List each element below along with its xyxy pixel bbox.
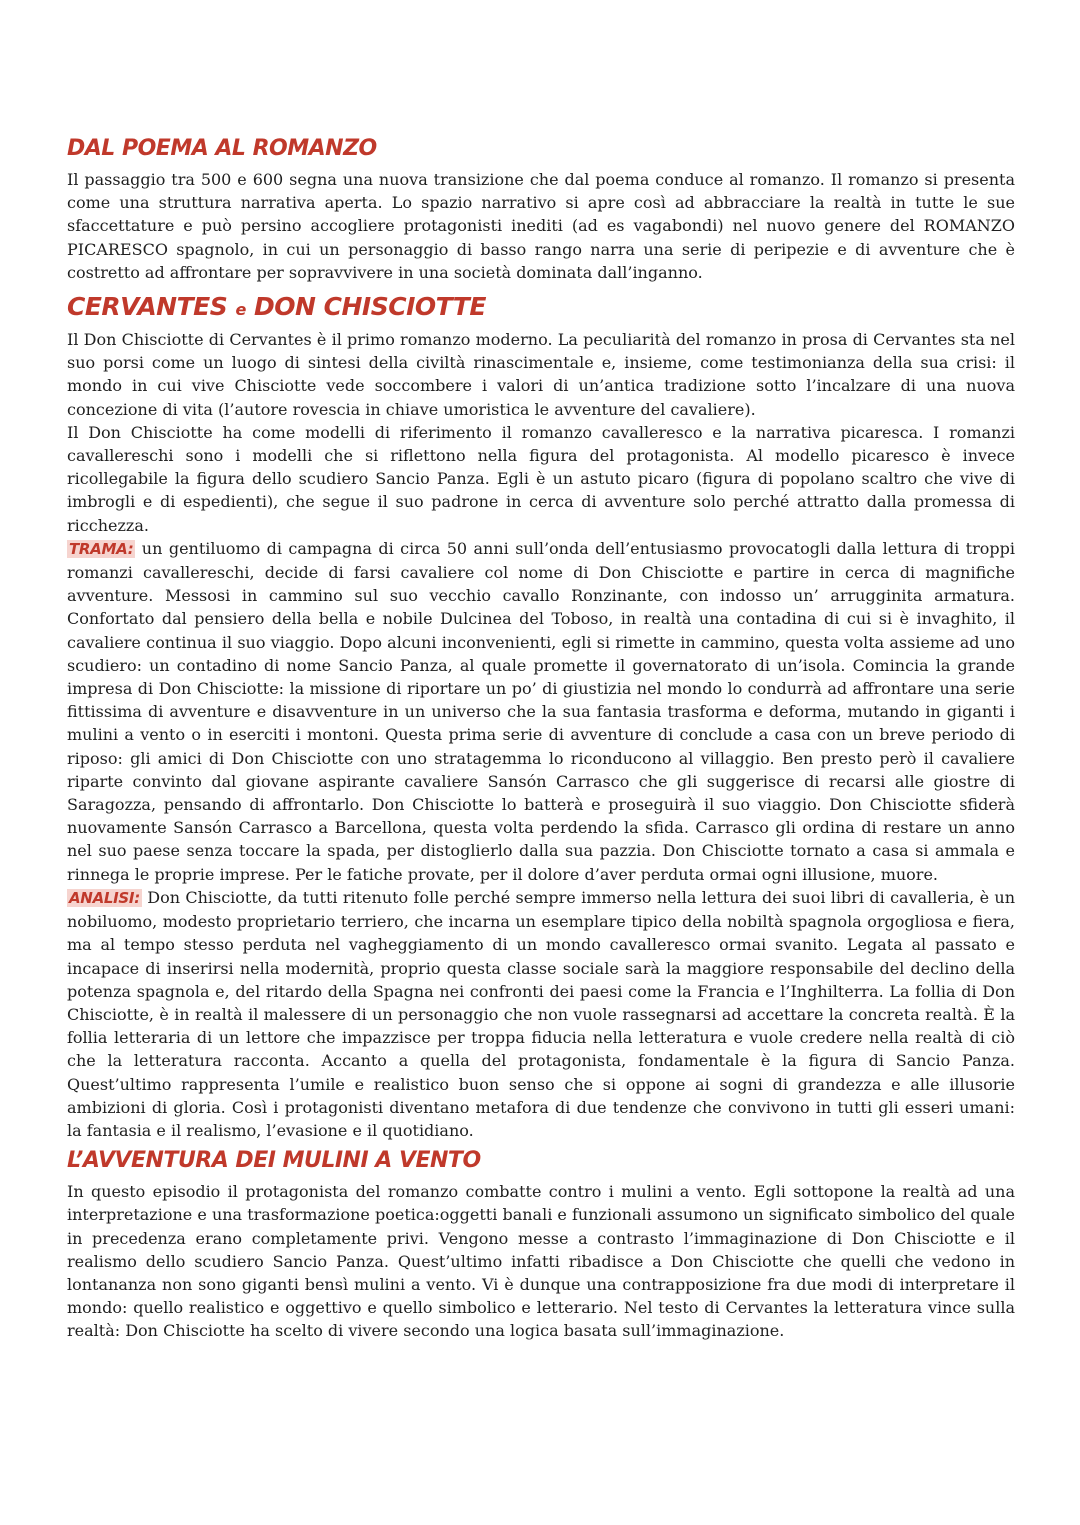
paragraph-cervantes-intro: Il Don Chisciotte di Cervantes è il primo romanzo moderno. La peculiarità del romanzo in prosa di Cervantes sta nel suo porsi come un luogo di sintesi della civiltà rinascimentale e, insieme, come testimonianza della sua crisi: il mondo in cui vive Chisciotte vede soccombere i valori di un’antica tradizione sotto l’incalzare di una nuova concezione di vita (l’autore rovescia in chiave umoristica le avventure del cavaliere). — [67, 330, 1015, 419]
heading-part-cervantes: CERVANTES — [67, 292, 228, 322]
paragraph-poema: Il passaggio tra 500 e 600 segna una nuova transizione che dal poema conduce al romanzo. Il romanzo si presenta come una struttura narrativa aperta. Lo spazio narrativo si apre così ad abbracciare la realtà in tutte le sue sfaccettature e può persino accogliere protagonisti inediti (ad es vagabondi) nel nuovo genere del ROMANZO PICARESCO spagnolo, in cui un personaggio di basso rango narra una serie di peripezie e di avventure che è costretto ad affrontare per sopravvivere in una società dominata dall’inganno. — [67, 170, 1015, 282]
paragraph-cervantes-modelli: Il Don Chisciotte ha come modelli di riferimento il romanzo cavalleresco e la narrativa picaresca. I romanzi cavallereschi sono i modelli che si riflettono nella figura del protagonista. Al modello picaresco è invece ricollegabile la figura dello scudiero Sancio Panza. Egli è un astuto picaro (figura di popolano scaltro che vive di imbrogli e di espedienti), che segue il suo padrone in cerca di avventure solo perché attratto dalla promessa di ricchezza. — [67, 422, 1015, 535]
heading-avventura-mulini: L’AVVENTURA DEI MULINI A VENTO — [67, 1148, 481, 1174]
heading-cervantes-don-chisciotte — [67, 288, 1015, 328]
heading-part-don-chisciotte: DON CHISCIOTTE — [254, 292, 486, 322]
paragraph-trama — [67, 537, 1015, 886]
analisi-text: Don Chisciotte, da tutti ritenuto folle perché sempre immerso nella lettura dei suoi libri di cavalleria, è un nobiluomo, modesto proprietario terriero, che incarna un esemplare tipico della nobiltà spagnola orgogliosa e fiera, ma al tempo stesso perduta nel vagheggiamento di un mondo cavalleresco ormai svanito. Legata al passato e incapace di inserirsi nella modernità, proprio questa classe sociale sarà la maggiore responsabile del declino della potenza spagnola e, del ritardo della Spagna nei confronti dei paesi come la Francia e l’Inghilterra. La follia di Don Chisciotte, è in realtà il malessere di un personaggio che non vuole rassegnarsi ad accettare la concreta realtà. È la follia letteraria di un lettore che impazzisce per troppa fiducia nella letteratura e vuole credere nella realtà di ciò che la letteratura racconta. Accanto a quella del protagonista, fondamentale è la figura di Sancio Panza. Quest’ultimo rappresenta l’umile e realistico buon senso che si oppone ai sogni di grandezza e alle illusorie ambizioni di gloria. Così i protagonisti diventano metafora di due tendenze che convivono in tutti gli esseri umani: la fantasia e il realismo, l’evasione e il quotidiano. — [67, 887, 1015, 1140]
analisi-label: ANALISI: — [69, 888, 140, 907]
heading-dal-poema-al-romanzo: DAL POEMA AL ROMANZO — [67, 136, 377, 161]
trama-text: un gentiluomo di campagna di circa 50 anni sull’onda dell’entusiasmo provocatogli dalla lettura di troppi romanzi cavallereschi, decide di farsi cavaliere col nome di Don Chisciotte e partire in cerca di magnifiche avventure. Messosi in cammino sul suo vecchio cavallo Ronzinante, con indosso un’ arrugginita armatura. Confortato dal pensiero della bella e nobile Dulcinea del Toboso, in realtà una contadina di cui si è invaghito, il cavaliere continua il suo viaggio. Dopo alcuni inconvenienti, egli si rimette in cammino, questa volta assieme ad uno scudiero: un contadino di nome Sancio Panza, al quale promette il governatorato di un’isola. Comincia la grande impresa di Don Chisciotte: la missione di riportare un po’ di giustizia nel mondo lo condurrà ad affrontare una serie fittissima di avventure e disavventure in un universo che la sua fantasia trasforma e deforma, mutando in giganti i mulini a vento o in eserciti i montoni. Questa prima serie di avventure di conclude a casa con un breve periodo di riposo: gli amici di Don Chisciotte con uno stratagemma lo riconducono al villaggio. Ben presto però il cavaliere riparte convinto dal giovane aspirante cavaliere Sansón Carrasco che gli suggerisce di recarsi alle giostre di Saragozza, pensando di affrontarlo. Don Chisciotte lo batterà e proseguirà il suo viaggio. Don Chisciotte sfiderà nuovamente Sansón Carrasco a Barcellona, questa volta perdendo la sfida. Carrasco gli ordina di restare un anno nel suo paese senza toccare la spada, per distoglierlo dalla sua pazzia. Don Chisciotte tornato a casa si ammala e rinnega le proprie imprese. Per le fatiche provate, per il dolore d’aver perduta ormai ogni illusione, muore. — [67, 538, 1015, 884]
paragraph-analisi — [67, 886, 1015, 1142]
paragraph-mulini: In questo episodio il protagonista del romanzo combatte contro i mulini a vento. Egli sottopone la realtà ad una interpretazione e una trasformazione poetica:oggetti banali e funzionali assumono un significato simbolico del quale in precedenza erano completamente privi. Vengono messe a contrasto l’immaginazione di Don Chisciotte e il realismo dello scudiero Sancio Panza. Quest’ultimo infatti ribadisce a Don Chisciotte che quelli che vedono in lontananza non sono giganti bensì mulini a vento. Vi è dunque una contrapposizione fra due modi di interpretare il mondo: quello realistico e oggettivo e quello simbolico e letterario. Nel testo di Cervantes la letteratura vince sulla realtà: Don Chisciotte ha scelto di vivere secondo una logica basata sull’immaginazione. — [67, 1182, 1015, 1341]
heading-part-conjunction: e — [235, 300, 246, 320]
trama-label: TRAMA: — [69, 539, 134, 558]
document-page — [67, 132, 1015, 1343]
